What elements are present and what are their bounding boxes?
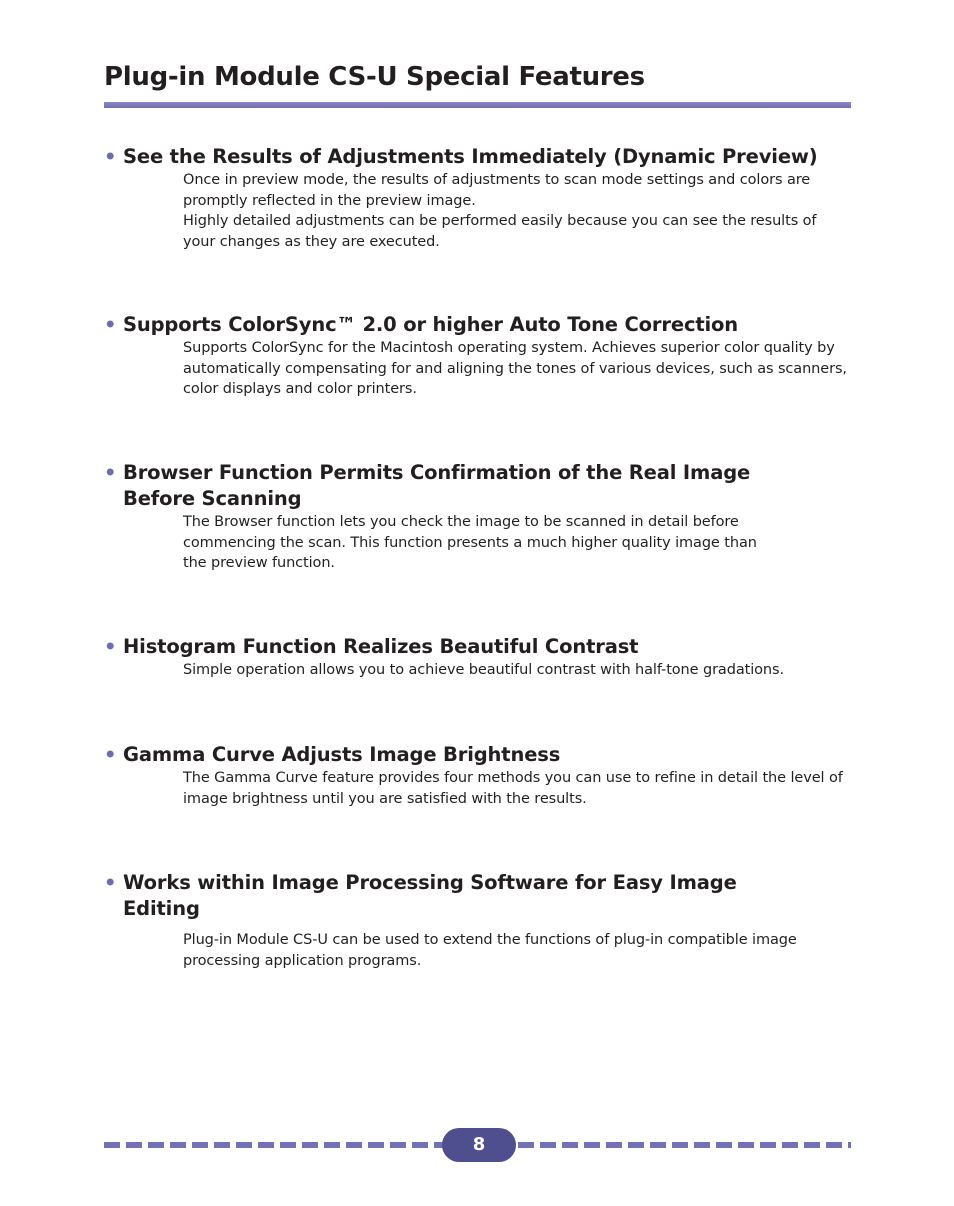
- section-heading: [104, 634, 851, 660]
- title-rule: [104, 102, 851, 108]
- section-body: [104, 338, 851, 400]
- footer-dash-rule-left: [104, 1142, 444, 1148]
- section-heading: [104, 460, 823, 512]
- section-heading-text: Works within Image Processing Software for Easy Image Editing: [123, 871, 737, 920]
- bullet-icon: •: [104, 635, 117, 658]
- page-number: 8: [442, 1128, 516, 1162]
- section-heading: [104, 870, 813, 922]
- section-heading-text: Supports ColorSync™ 2.0 or higher Auto Tone Correction: [123, 313, 739, 336]
- paragraph: Once in preview mode, the results of adjustments to scan mode settings and colors are promptly reflected in the preview image.: [183, 172, 811, 209]
- page-title: Plug-in Module CS-U Special Features: [104, 62, 645, 92]
- section-heading-text: Gamma Curve Adjusts Image Brightness: [123, 743, 561, 766]
- page-footer: [104, 1126, 851, 1164]
- paragraph: Plug-in Module CS-U can be used to extend the functions of plug-in compatible image processing application programs.: [183, 932, 797, 969]
- section-heading-text: See the Results of Adjustments Immediately (Dynamic Preview): [123, 145, 818, 168]
- feature-dynamic-preview: [104, 144, 851, 252]
- paragraph: Simple operation allows you to achieve beautiful contrast with half-tone gradations.: [183, 662, 784, 678]
- feature-gamma-curve: [104, 742, 851, 809]
- paragraph: Highly detailed adjustments can be performed easily because you can see the results of your changes as they are executed.: [183, 213, 817, 250]
- footer-dash-rule-right: [518, 1142, 851, 1148]
- section-heading: [104, 312, 851, 338]
- bullet-icon: •: [104, 461, 117, 484]
- feature-colorsync: [104, 312, 851, 400]
- bullet-icon: •: [104, 145, 117, 168]
- section-body: [104, 930, 851, 971]
- feature-image-processing: [104, 870, 851, 971]
- section-body: [104, 660, 851, 681]
- paragraph: Supports ColorSync for the Macintosh operating system. Achieves superior color quality by automatically compensating for and aligning the tones of various devices, such as scanners, color displays and color printers.: [183, 340, 847, 397]
- bullet-icon: •: [104, 743, 117, 766]
- bullet-icon: •: [104, 313, 117, 336]
- feature-histogram: [104, 634, 851, 681]
- section-body: [104, 170, 851, 252]
- paragraph: The Browser function lets you check the image to be scanned in detail before commencing the scan. This function presents a much higher quality image than the preview function.: [183, 514, 757, 571]
- section-heading: [104, 144, 851, 170]
- section-body: [104, 768, 851, 809]
- section-heading-text: Histogram Function Realizes Beautiful Contrast: [123, 635, 639, 658]
- bullet-icon: •: [104, 871, 117, 894]
- section-heading: [104, 742, 851, 768]
- section-heading-text: Browser Function Permits Confirmation of the Real Image Before Scanning: [123, 461, 751, 510]
- feature-browser: [104, 460, 851, 574]
- paragraph: The Gamma Curve feature provides four methods you can use to refine in detail the level of image brightness until you are satisfied with the results.: [183, 770, 843, 807]
- section-body: [104, 512, 773, 574]
